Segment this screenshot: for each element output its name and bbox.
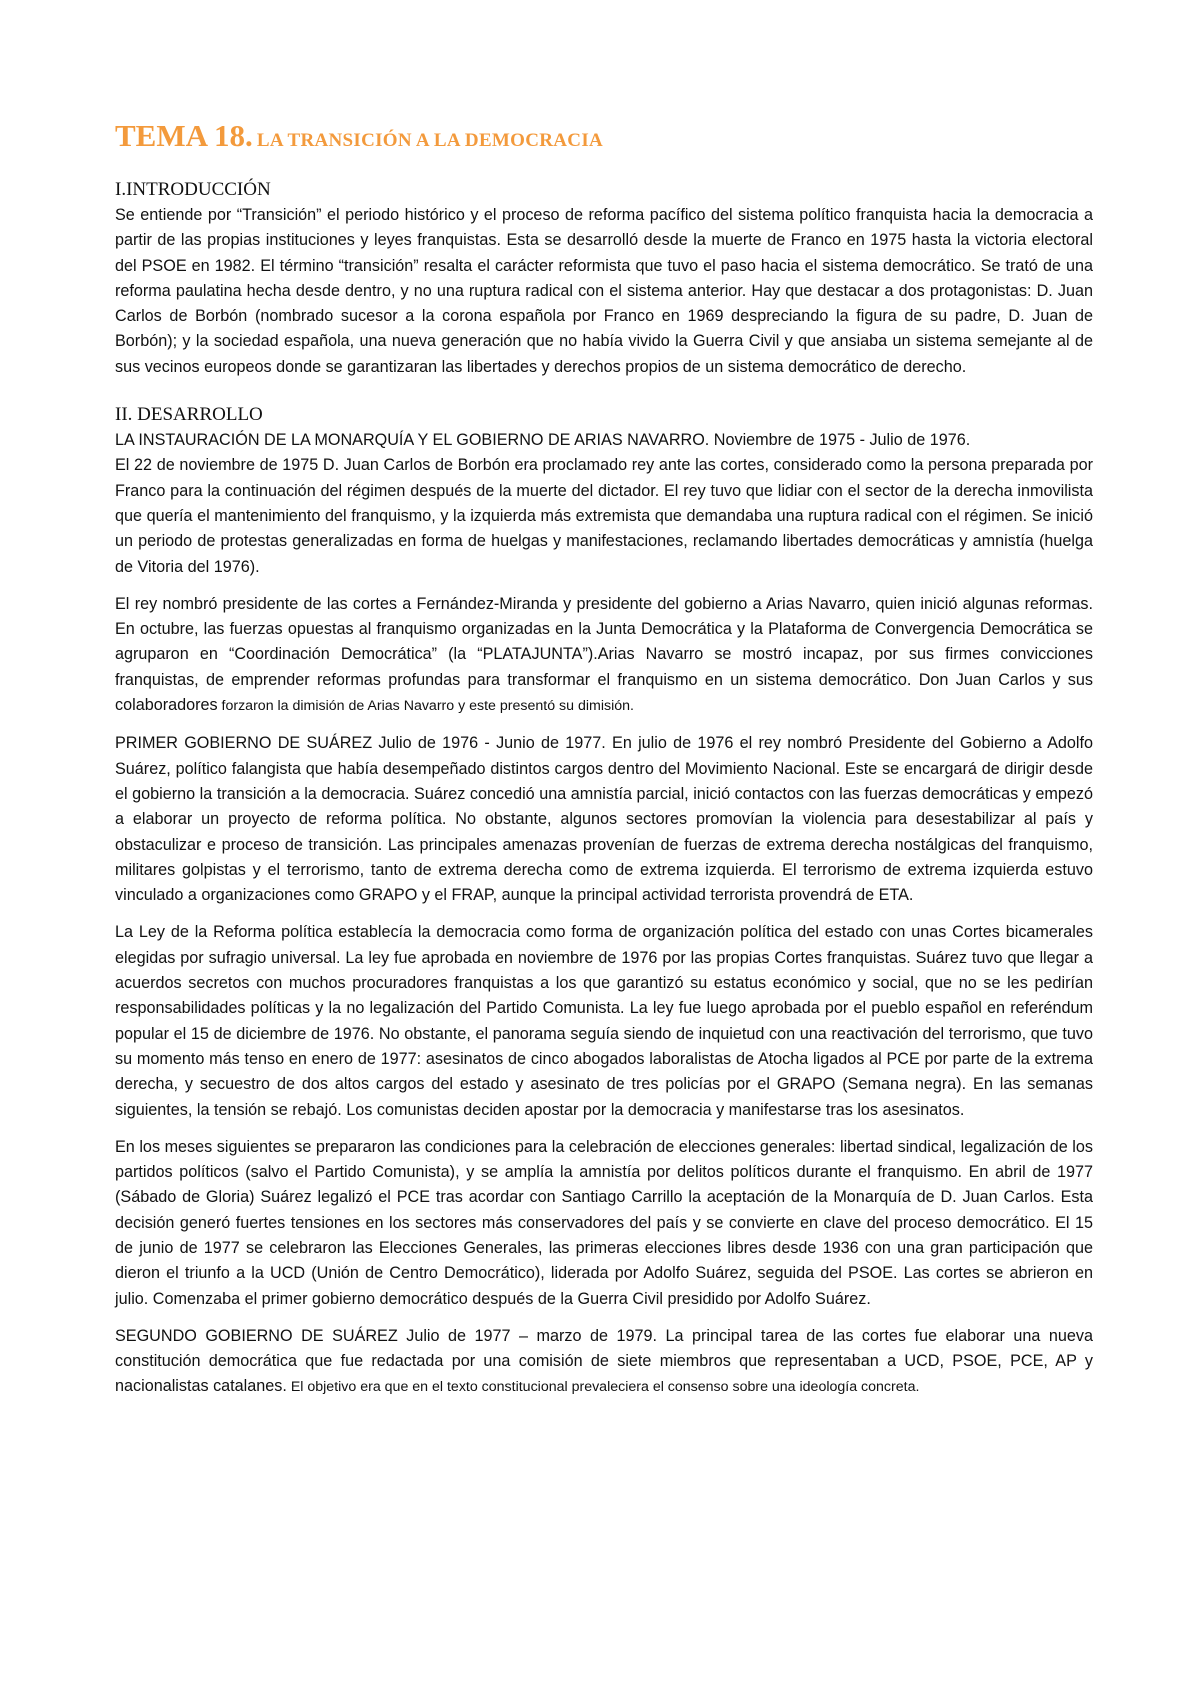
section2-paragraph-1-text: En julio de 1976 el rey nombró Presidente del Gobierno a Adolfo Suárez, político falangista que había desempeñado distintos cargos dentro del Movimiento Nacional. Este se encargará de dirigir desde el gobierno la transición a la democracia. Suárez concedió una amnistía parcial, inició contactos con las fuerzas democráticas y empezó a elaborar un proyecto de reforma política. No obstante, algunos sectores promovían la violencia para desestabilizar al país y obstaculizar e proceso de transición. Las principales amenazas provenían de fuerzas de extrema derecha nostálgicas del franquismo, militares golpistas y el terrorismo, tanto de extrema derecha como de extrema izquierda. El terrorismo de extrema izquierda estuvo vinculado a organizaciones como GRAPO y el FRAP, aunque la principal actividad terrorista provendrá de ETA. [115, 734, 1093, 905]
section1-paragraph-1: El 22 de noviembre de 1975 D. Juan Carlos de Borbón era proclamado rey ante las cortes, considerado como la persona preparada por Franco para la continuación del régimen después de la muerte del dictador. El rey tuvo que lidiar con el sector de la derecha inmovilista que quería el mantenimiento del franquismo, y la izquierda más extremista que demandaba una ruptura radical con el régimen. Se inició un periodo de protestas generalizadas en forma de huelgas y manifestaciones, reclamando libertades democráticas y amnistía (huelga de Vitoria del 1976). [115, 456, 1093, 576]
title-main: LA TRANSICIÓN A LA DEMOCRACIA [256, 130, 604, 151]
section3-heading: SEGUNDO GOBIERNO DE SUÁREZ Julio de 1977 – marzo de 1979. [115, 1326, 658, 1345]
title-prefix: TEMA 18. [115, 118, 253, 153]
section1-paragraph-2 [115, 592, 1093, 719]
section1-heading: LA INSTAURACIÓN DE LA MONARQUÍA Y EL GOBIERNO DE ARIAS NAVARRO. Noviembre de 1975 - Julio de 1976. [115, 431, 971, 450]
section2-paragraph-1 [115, 731, 1093, 908]
section1-paragraph-2-main: El rey nombró presidente de las cortes a Fernández-Miranda y presidente del gobierno a Arias Navarro, quien inició algunas reformas. En octubre, las fuerzas opuestas al franquismo organizadas en la Junta Democrática y la Plataforma de Convergencia Democrática se agruparon en “Coordinación Democrática” (la “PLATAJUNTA”).Arias Navarro se mostró incapaz, por sus firmes convicciones franquistas, de emprender reformas profundas para transformar el franquismo en un sistema democrático. Don Juan Carlos y sus colaboradores [115, 594, 1093, 715]
section3-paragraph-1-tail: El objetivo era que en el texto constitucional prevaleciera el consenso sobre una ideología concreta. [286, 1379, 920, 1396]
section2-paragraph-2: La Ley de la Reforma política establecía la democracia como forma de organización política del estado con unas Cortes bicamerales elegidas por sufragio universal. La ley fue aprobada en noviembre de 1976 por las propias Cortes franquistas. Suárez tuvo que llegar a acuerdos secretos con muchos procuradores franquistas a los que garantizó su estatus económico y social, que no se les pedirían responsabilidades políticas y la no legalización del Partido Comunista. La ley fue luego aprobada por el pueblo español en referéndum popular el 15 de diciembre de 1976. No obstante, el panorama seguía siendo de inquietud con una reactivación del terrorismo, que tuvo su momento más tenso en enero de 1977: asesinatos de cinco abogados laboralistas de Atocha ligados al PCE por parte de la extrema derecha, y secuestro de dos altos cargos del estado y asesinato de tres policías por el GRAPO (Semana negra). En las semanas siguientes, la tensión se rebajó. Los comunistas deciden apostar por la democracia y manifestarse tras los asesinatos. [115, 923, 1093, 1119]
section2-paragraph-3: En los meses siguientes se prepararon las condiciones para la celebración de elecciones generales: libertad sindical, legalización de los partidos políticos (salvo el Partido Comunista), y se amplía la amnistía por delitos políticos durante el franquismo. En abril de 1977 (Sábado de Gloria) Suárez legalizó el PCE tras acordar con Santiago Carrillo la aceptación de la Monarquía de D. Juan Carlos. Esta decisión generó fuertes tensiones en los sectores más conservadores del país y se convierte en clave del proceso democrático. El 15 de junio de 1977 se celebraron las Elecciones Generales, las primeras elecciones libres desde 1936 con una gran participación que dieron el triunfo a la UCD (Unión de Centro Democrático), liderada por Adolfo Suárez, seguida del PSOE. Las cortes se abrieron en julio. Comenzaba el primer gobierno democrático después de la Guerra Civil presidido por Adolfo Suárez. [115, 1137, 1093, 1308]
document-title [115, 118, 1093, 159]
section3-paragraph-1-main: La principal tarea de las cortes fue elaborar una nueva constitución democrática que fue redactada por una comisión de siete miembros que representaban a UCD, PSOE, PCE, AP y nacionalistas catalanes. [115, 1326, 1093, 1396]
intro-heading: I.INTRODUCCIÓN [115, 179, 271, 200]
document-page [115, 118, 1093, 1401]
section2-heading: PRIMER GOBIERNO DE SUÁREZ Julio de 1976 - Junio de 1977. [115, 734, 606, 753]
section3-paragraph-1 [115, 1324, 1093, 1401]
intro-paragraph: Se entiende por “Transición” el periodo histórico y el proceso de reforma pacífico del sistema político franquista hacia la democracia a partir de las propias instituciones y leyes franquistas. Esta se desarrolló desde la muerte de Franco en 1975 hasta la victoria electoral del PSOE en 1982. El término “transición” resalta el carácter reformista que tuvo el paso hacia el sistema democrático. Se trató de una reforma paulatina hecha desde dentro, y no una ruptura radical con el sistema anterior. Hay que destacar a dos protagonistas: D. Juan Carlos de Borbón (nombrado sucesor a la corona española por Franco en 1969 despreciando la figura de su padre, D. Juan de Borbón); y la sociedad española, una nueva generación que no había vivido la Guerra Civil y que ansiaba un sistema semejante al de sus vecinos europeos donde se garantizaran las libertades y derechos propios de un sistema democrático de derecho. [115, 206, 1093, 376]
desarrollo-heading: II. DESARROLLO [115, 404, 263, 426]
section1-paragraph-2-tail: forzaron la dimisión de Arias Navarro y este presentó su dimisión. [217, 698, 634, 715]
